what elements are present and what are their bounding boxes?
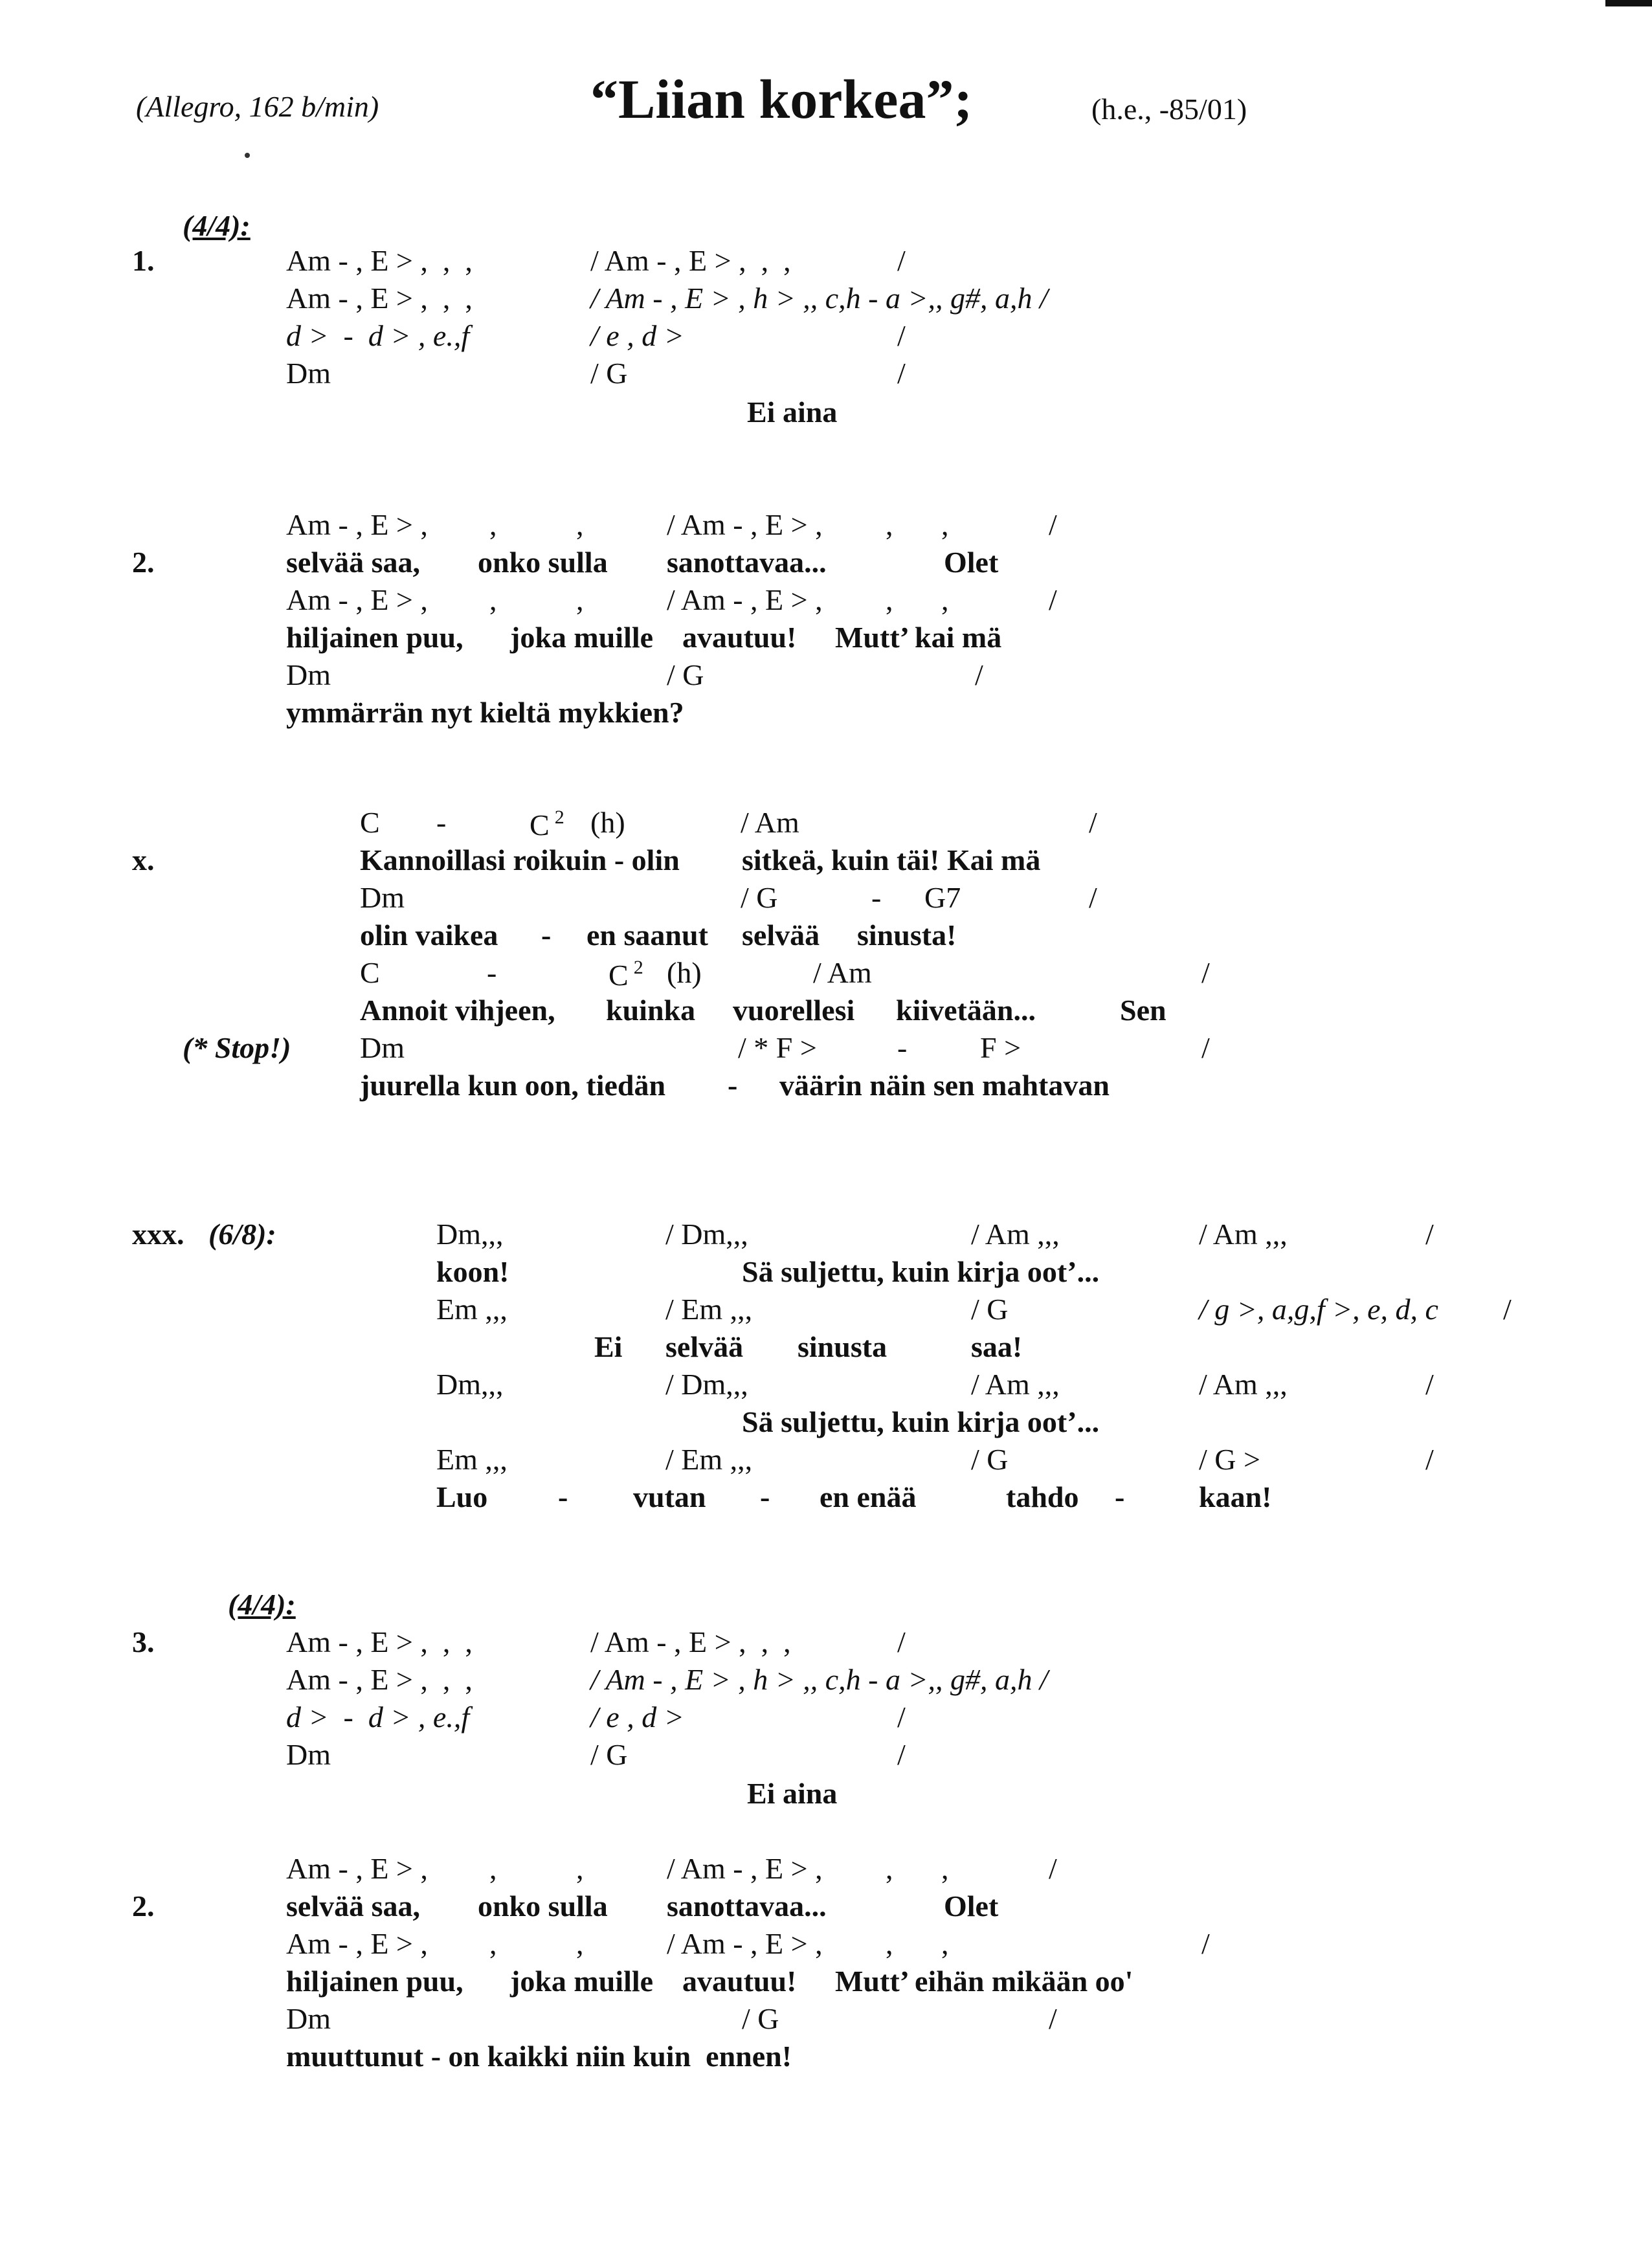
- lyric-line: selvää saa,: [286, 1890, 420, 1923]
- stop-marking: (* Stop!): [183, 1031, 291, 1064]
- lyric-line: Olet: [944, 1890, 999, 1923]
- chord-line: / Em ,,,: [665, 1293, 753, 1326]
- lyric-line: sinusta: [798, 1330, 887, 1363]
- lyric-line: -: [541, 919, 552, 952]
- scan-edge-mark: [1605, 0, 1652, 6]
- lyric-line: kiivetään...: [896, 994, 1036, 1027]
- chord-line: G7: [924, 881, 961, 914]
- bar-line: /: [1425, 1443, 1434, 1476]
- chord-line: C $^2$: [530, 807, 564, 842]
- bar-line: /: [1201, 1927, 1210, 1960]
- lyric-line: kuinka: [606, 994, 696, 1027]
- lyric-line: selvää: [742, 919, 820, 952]
- chord-line: F >: [980, 1031, 1021, 1064]
- chord-line: C $^2$: [608, 957, 643, 992]
- lyric-line: sitkeä, kuin täi! Kai mä: [742, 843, 1041, 876]
- chord-mark: -: [871, 881, 882, 914]
- bar-line: /: [1425, 1368, 1434, 1401]
- chord-mark: ,: [941, 1927, 949, 1960]
- chord-line: / Am - , E > ,: [667, 1852, 823, 1885]
- chord-line: / G: [741, 881, 778, 914]
- chord-line: / Am - , E > , , ,: [590, 1625, 791, 1658]
- chord-mark: ,: [886, 508, 893, 541]
- bar-line: /: [975, 658, 983, 691]
- chord-line: / Am - , E > ,: [667, 583, 823, 616]
- lyric-line: Mutt’ kai mä: [835, 621, 1002, 654]
- lyric-line: Ei aina: [747, 1777, 838, 1810]
- chord-line: / G: [971, 1293, 1009, 1326]
- bar-line: /: [1089, 806, 1097, 839]
- chord-mark: ,: [489, 1927, 497, 1960]
- chord-line: Am - , E > , , ,: [286, 1663, 473, 1696]
- bar-line: /: [1049, 2002, 1057, 2035]
- ink-dot: [245, 153, 250, 158]
- lyric-line: Olet: [944, 546, 999, 579]
- melody-line: / g >, a,g,f >, e, d, c: [1199, 1293, 1438, 1326]
- lyric-line: sanottavaa...: [667, 1890, 827, 1923]
- chord-line: Dm: [360, 881, 405, 914]
- bar-line: /: [897, 1738, 906, 1771]
- verse-number: 2.: [132, 1890, 155, 1923]
- song-title: “Liian korkea”;: [590, 68, 973, 130]
- verse-number: 2.: [132, 546, 155, 579]
- chord-line: (h): [590, 806, 625, 839]
- chord-line: / Dm,,,: [665, 1218, 748, 1251]
- chord-mark: -: [897, 1031, 908, 1064]
- chord-line: / G: [590, 357, 628, 390]
- chord-line: Dm,,,: [436, 1368, 504, 1401]
- lyric-line: Kannoillasi roikuin - olin: [360, 843, 680, 876]
- lyric-line: en saanut: [586, 919, 708, 952]
- chord-line: / Am: [813, 956, 872, 989]
- lyric-line: vuorellesi: [733, 994, 855, 1027]
- bar-line: /: [1201, 956, 1210, 989]
- chord-mark: ,: [576, 1852, 584, 1885]
- lyric-line: väärin näin sen mahtavan: [779, 1069, 1110, 1102]
- lyric-line: juurella kun oon, tiedän: [360, 1069, 666, 1102]
- chord-line: / G: [971, 1443, 1009, 1476]
- lyric-line: sanottavaa...: [667, 546, 827, 579]
- lyric-line: Ei aina: [747, 396, 838, 429]
- melody-line: / Am - , E > , h > ,, c,h - a >,, g#, a,h /: [590, 282, 1048, 315]
- melody-line: d > - d > , e.,f: [286, 319, 470, 352]
- meter-marking: (4/4):: [228, 1588, 296, 1621]
- chord-line: / Am: [741, 806, 799, 839]
- chord-line: / Am ,,,: [971, 1368, 1060, 1401]
- bar-line: /: [1201, 1031, 1210, 1064]
- chord-mark: -: [487, 956, 497, 989]
- chord-mark: ,: [941, 583, 949, 616]
- chord-line: Em ,,,: [436, 1443, 508, 1476]
- chord-line: / G: [742, 2002, 779, 2035]
- chord-line: / G: [590, 1738, 628, 1771]
- lyric-line: selvää: [665, 1330, 744, 1363]
- lyric-line: onko sulla: [478, 546, 608, 579]
- melody-line: / Am - , E > , h > ,, c,h - a >,, g#, a,h /: [590, 1663, 1048, 1696]
- chord-line: Am - , E > ,: [286, 583, 428, 616]
- chord-line: (h): [667, 956, 702, 989]
- lyric-line: Sä suljettu, kuin kirja oot’...: [742, 1405, 1100, 1438]
- lyric-line: olin vaikea: [360, 919, 498, 952]
- chord-mark: -: [436, 806, 447, 839]
- chord-mark: ,: [489, 583, 497, 616]
- chord-line: / G: [667, 658, 704, 691]
- meter-marking: (4/4):: [183, 209, 251, 242]
- lyric-line: avautuu!: [682, 621, 797, 654]
- chord-line: Dm: [286, 1738, 331, 1771]
- lyric-line: avautuu!: [682, 1965, 797, 1998]
- melody-line: / e , d >: [590, 1700, 684, 1733]
- chord-line: Am - , E > , , ,: [286, 282, 473, 315]
- chord-mark: ,: [576, 583, 584, 616]
- lyric-line: -: [760, 1480, 770, 1513]
- bar-line: /: [1089, 881, 1097, 914]
- lyric-line: Sen: [1120, 994, 1166, 1027]
- chord-line: / G >: [1199, 1443, 1260, 1476]
- lyric-line: joka muille: [510, 1965, 654, 1998]
- bar-line: /: [1425, 1218, 1434, 1251]
- section-label: xxx.: [132, 1218, 184, 1251]
- chord-mark: ,: [886, 1927, 893, 1960]
- bar-line: /: [1049, 583, 1057, 616]
- chord-line: / Dm,,,: [665, 1368, 748, 1401]
- lyric-line: Ei: [594, 1330, 623, 1363]
- bar-line: /: [897, 1700, 906, 1733]
- chord-line: C: [360, 956, 380, 989]
- chord-line: Dm: [286, 357, 331, 390]
- chord-mark: ,: [576, 1927, 584, 1960]
- chord-mark: ,: [941, 508, 949, 541]
- lyric-line: sinusta!: [857, 919, 957, 952]
- chord-line: Am - , E > ,: [286, 1927, 428, 1960]
- chord-line: / Am ,,,: [1199, 1368, 1288, 1401]
- lyric-line: vutan: [633, 1480, 706, 1513]
- lyric-line: hiljainen puu,: [286, 621, 463, 654]
- chord-line: Dm,,,: [436, 1218, 504, 1251]
- chord-mark: ,: [489, 1852, 497, 1885]
- lyric-line: tahdo: [1006, 1480, 1079, 1513]
- bar-line: /: [897, 357, 906, 390]
- chord-line: / Am ,,,: [1199, 1218, 1288, 1251]
- chord-line: Am - , E > , , ,: [286, 1625, 473, 1658]
- chord-line: / Am - , E > , , ,: [590, 244, 791, 277]
- chord-mark: ,: [941, 1852, 949, 1885]
- lyric-line: saa!: [971, 1330, 1023, 1363]
- lyric-line: selvää saa,: [286, 546, 420, 579]
- lyric-line: en enää: [820, 1480, 917, 1513]
- lyric-line: hiljainen puu,: [286, 1965, 463, 1998]
- lyric-line: Annoit vihjeen,: [360, 994, 555, 1027]
- song-info: (h.e., -85/01): [1091, 93, 1247, 126]
- section-label: x.: [132, 843, 155, 876]
- melody-line: / e , d >: [590, 319, 684, 352]
- lyric-line: ymmärrän nyt kieltä mykkien?: [286, 696, 684, 729]
- verse-number: 3.: [132, 1625, 155, 1658]
- lyric-line: Sä suljettu, kuin kirja oot’...: [742, 1255, 1100, 1288]
- chord-line: Em ,,,: [436, 1293, 508, 1326]
- chord-mark: ,: [489, 508, 497, 541]
- tempo-marking: (Allegro, 162 b/min): [136, 90, 379, 123]
- chord-line: / Am - , E > ,: [667, 1927, 823, 1960]
- lyric-line: joka muille: [510, 621, 654, 654]
- lyric-line: -: [728, 1069, 738, 1102]
- lyric-line: -: [1115, 1480, 1125, 1513]
- lyric-line: Luo: [436, 1480, 488, 1513]
- bar-line: /: [1049, 1852, 1057, 1885]
- chord-line: / Em ,,,: [665, 1443, 753, 1476]
- chord-line: Dm: [286, 2002, 331, 2035]
- chord-line: Am - , E > ,: [286, 508, 428, 541]
- lyric-line: koon!: [436, 1255, 509, 1288]
- verse-number: 1.: [132, 244, 155, 277]
- chord-mark: ,: [576, 508, 584, 541]
- chord-line: Dm: [286, 658, 331, 691]
- chord-line: / Am ,,,: [971, 1218, 1060, 1251]
- lyric-line: onko sulla: [478, 1890, 608, 1923]
- bar-line: /: [897, 1625, 906, 1658]
- lyric-line: kaan!: [1199, 1480, 1272, 1513]
- melody-line: d > - d > , e.,f: [286, 1700, 470, 1733]
- chord-line: Dm: [360, 1031, 405, 1064]
- chord-mark: ,: [886, 583, 893, 616]
- lyric-line: -: [558, 1480, 568, 1513]
- chord-mark: ,: [886, 1852, 893, 1885]
- lyric-line: Mutt’ eihän mikään oo': [835, 1965, 1133, 1998]
- lyric-line: muuttunut - on kaikki niin kuin ennen!: [286, 2040, 792, 2073]
- bar-line: /: [897, 319, 906, 352]
- chord-line: Am - , E > ,: [286, 1852, 428, 1885]
- chord-line: C: [360, 806, 380, 839]
- chord-line: / Am - , E > ,: [667, 508, 823, 541]
- chord-line: Am - , E > , , ,: [286, 244, 473, 277]
- meter-marking: (6/8):: [208, 1218, 276, 1251]
- bar-line: /: [1503, 1293, 1512, 1326]
- bar-line: /: [1049, 508, 1057, 541]
- bar-line: /: [897, 244, 906, 277]
- chord-line: / * F >: [738, 1031, 817, 1064]
